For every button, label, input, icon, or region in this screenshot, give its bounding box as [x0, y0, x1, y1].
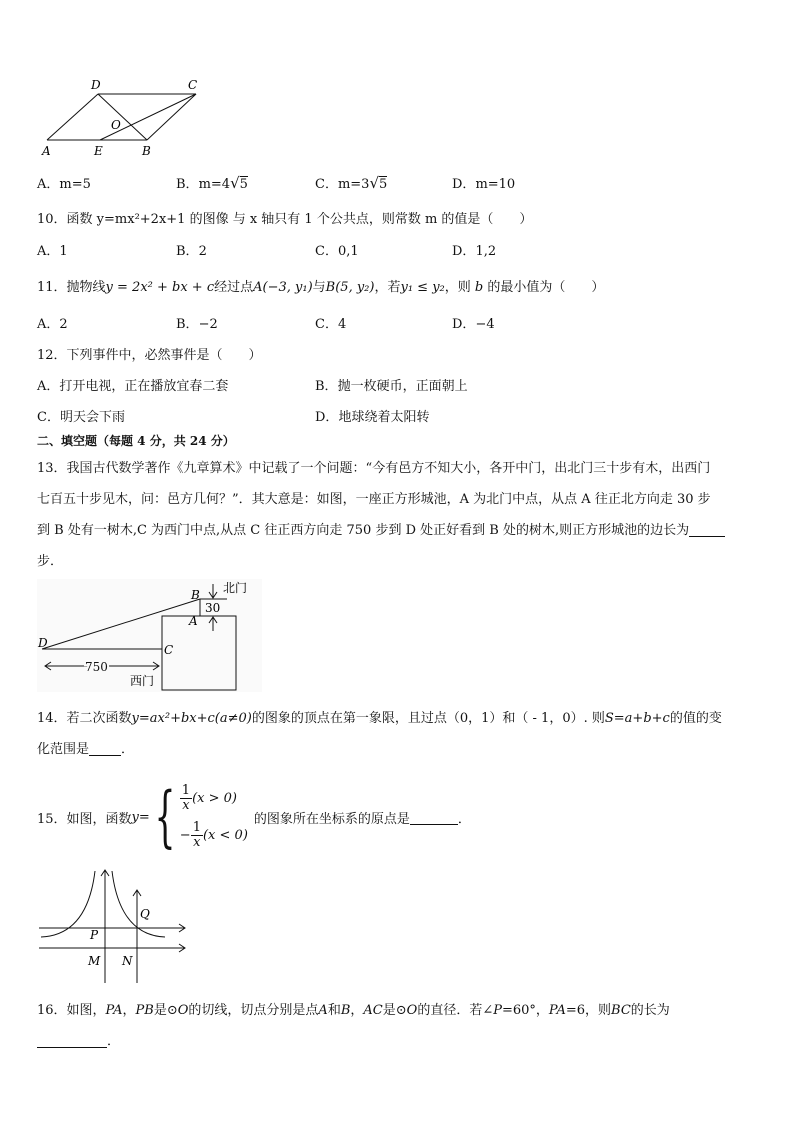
q16-var: O	[406, 1003, 418, 1018]
q11-condition: y₁ ≤ y₂	[400, 280, 445, 295]
q13-line-1: 13．我国古代数学著作《九章算术》中记载了一个问题：“今有邑方不知大小，各开中门，出北门三十步有木，出西门	[37, 461, 711, 476]
fraction	[180, 784, 192, 813]
q16-text: =60°，	[501, 1003, 549, 1018]
q16-var: P	[493, 1003, 502, 1018]
q10-option-b[interactable]	[176, 240, 207, 259]
answer-blank[interactable]	[37, 1033, 107, 1048]
q11-function: y = 2x² + bx + c	[105, 280, 215, 295]
q16-var: A	[318, 1003, 328, 1018]
q11-text: ，则	[444, 280, 471, 295]
label-north-gate: 北门	[223, 581, 248, 595]
q15-stem	[37, 776, 471, 858]
radicand: 5	[239, 177, 248, 192]
q14-text: 的值的变	[669, 711, 722, 726]
sqrt-symbol: √	[369, 174, 380, 192]
q16-line-1	[37, 999, 670, 1018]
q13-line-3	[37, 519, 725, 538]
q16-text: =6，则	[565, 1003, 612, 1018]
option-letter: B．	[176, 177, 199, 192]
option-letter: D．	[315, 410, 339, 425]
label-c: C	[188, 78, 198, 92]
q11-number: 11．抛物线	[37, 280, 106, 295]
label-a: A	[42, 144, 51, 158]
q11-option-b[interactable]	[176, 313, 218, 332]
option-text: 0,1	[337, 244, 359, 259]
piecewise-brace: {	[154, 778, 176, 855]
case-condition: (x > 0)	[192, 791, 237, 806]
option-letter: D．	[452, 244, 476, 259]
sqrt-symbol: √	[230, 174, 240, 192]
q12-option-b[interactable]	[315, 375, 468, 394]
q10-option-d[interactable]	[452, 240, 496, 259]
label-west-gate: 西门	[130, 674, 155, 688]
q16-text: 16．如图，	[37, 1003, 106, 1018]
q10-stem: 10．函数 y=mx²+2x+1 的图像 与 x 轴只有 1 个公共点，则常数 m 的值是（ ）	[37, 212, 533, 227]
option-text: m=5	[59, 177, 91, 192]
label-b: B	[142, 144, 151, 158]
q15-text: ．	[457, 811, 471, 827]
segment-ce	[100, 94, 196, 140]
option-text: 2	[198, 244, 207, 259]
q9-option-a[interactable]	[37, 173, 91, 192]
q16-text: 的切线，切点分别是点	[188, 1003, 319, 1018]
option-text: 明天会下雨	[59, 410, 125, 425]
side-cb	[147, 94, 196, 140]
option-letter: A．	[37, 379, 60, 394]
q11-variable: b	[474, 280, 484, 295]
option-letter: A．	[37, 177, 60, 192]
q12-option-d[interactable]	[315, 406, 429, 425]
label-n: N	[122, 954, 133, 968]
label-d: D	[38, 636, 48, 650]
q9-option-b[interactable]	[176, 173, 248, 192]
q13-line-2: 七百五十步见木，问：邑方几何？”．其大意是：如图，一座正方形城池，A 为北门中点，从点 A 往正北方向走 30 步	[37, 492, 711, 507]
hyperbola-branch-right	[112, 871, 165, 937]
q14-line-1	[37, 707, 722, 726]
option-text: 2	[59, 317, 68, 332]
label-p: P	[90, 928, 99, 942]
label-d: D	[91, 78, 101, 92]
q16-var: PB	[135, 1003, 154, 1018]
option-text: 1,2	[475, 244, 497, 259]
q15-text: 的图象所在坐标系的原点是	[253, 811, 410, 827]
case-condition: (x < 0)	[202, 828, 248, 843]
q16-text: ，	[350, 1003, 364, 1018]
q11-text: 经过点	[214, 280, 254, 295]
option-letter: C．	[315, 177, 338, 192]
option-text: m=4	[198, 177, 231, 192]
denominator: x	[182, 798, 190, 813]
option-letter: C．	[315, 244, 338, 259]
q16-text: 是⊙	[153, 1003, 178, 1018]
section-title: 二、填空题（每题 4 分，共 24 分）	[37, 434, 235, 448]
fraction	[191, 821, 203, 850]
parallelogram-figure	[38, 76, 208, 160]
option-letter: C．	[37, 410, 60, 425]
option-text: 地球绕着太阳转	[338, 410, 430, 425]
option-letter: D．	[452, 317, 476, 332]
option-text: −2	[198, 317, 218, 332]
q12-option-a[interactable]	[37, 375, 228, 394]
q14-text: 化范围是	[37, 742, 90, 757]
label-o: O	[111, 118, 121, 132]
q10-option-c[interactable]	[315, 240, 359, 259]
q16-text: ．	[107, 1034, 121, 1049]
q12-stem: 12．下列事件中，必然事件是（ ）	[37, 348, 262, 363]
q16-var: BC	[611, 1003, 631, 1018]
city-wall-figure	[37, 579, 262, 692]
option-letter: B．	[176, 244, 199, 259]
q11-option-a[interactable]	[37, 313, 68, 332]
numerator: 1	[192, 820, 201, 835]
q16-line-2	[37, 1030, 120, 1049]
label-c: C	[164, 643, 174, 657]
q10-option-a[interactable]	[37, 240, 68, 259]
q13-text: 到 B 处有一树木,C 为西门中点,从点 C 往正西方向走 750 步到 D 处正好看到 B 处的树木,则正方形城池的边长为	[37, 523, 690, 538]
q16-text: ，	[122, 1003, 136, 1018]
q11-text: 的最小值为（ ）	[487, 280, 605, 295]
hyperbola-branch-left	[41, 871, 95, 937]
hyperbola-figure	[37, 868, 189, 986]
q13-line-4: 步．	[37, 554, 64, 569]
q11-text: ，若	[374, 280, 401, 295]
q9-option-c[interactable]	[315, 173, 387, 192]
option-text: 抛一枚硬币，正面朝上	[337, 379, 468, 394]
label-m: M	[88, 954, 101, 968]
q16-var: PA	[548, 1003, 566, 1018]
q16-var: O	[177, 1003, 189, 1018]
numerator: 1	[181, 783, 191, 798]
q15-text: 15．如图，函数	[37, 811, 132, 827]
q12-option-c[interactable]	[37, 406, 125, 425]
q11-stem	[37, 276, 604, 295]
case-negative	[180, 821, 248, 850]
radicand: 5	[379, 177, 388, 192]
label-b: B	[191, 588, 200, 602]
q16-text: 是⊙	[382, 1003, 407, 1018]
q16-var: PA	[105, 1003, 123, 1018]
option-text: −4	[475, 317, 495, 332]
q15-y: y=	[131, 809, 150, 825]
piecewise-cases	[180, 784, 248, 850]
q14-text: 的图象的顶点在第一象限，且过点（0，1）和（ - 1，0）. 则	[251, 711, 605, 726]
q11-point-a: A(−3, y₁)	[253, 280, 313, 295]
q16-var: B	[340, 1003, 351, 1018]
q11-option-c[interactable]	[315, 313, 346, 332]
option-letter: B．	[176, 317, 199, 332]
q16-text: 的长为	[630, 1003, 670, 1018]
label-q: Q	[140, 907, 150, 921]
option-letter: B．	[315, 379, 338, 394]
option-letter: A．	[37, 244, 60, 259]
q16-text: 的直径．若∠	[417, 1003, 494, 1018]
option-text: m=10	[475, 177, 516, 192]
q11-text: 与	[312, 280, 326, 295]
side-ad	[47, 94, 98, 140]
answer-blank[interactable]	[689, 522, 725, 537]
option-letter: A．	[37, 317, 60, 332]
label-a: A	[189, 614, 198, 628]
q16-text: 和	[327, 1003, 341, 1018]
option-text: 打开电视，正在播放宜春二套	[59, 379, 229, 394]
option-letter: D．	[452, 177, 476, 192]
q11-option-d[interactable]	[452, 313, 495, 332]
option-letter: C．	[315, 317, 338, 332]
q14-condition: (a≠0)	[214, 711, 252, 726]
q14-line-2	[37, 738, 134, 757]
diagonal-db	[98, 94, 147, 140]
minus-sign: −	[179, 828, 191, 843]
denominator: x	[193, 835, 201, 850]
label-750: 750	[85, 660, 108, 674]
q14-expression: S=a+b+c	[604, 711, 670, 726]
q16-var: AC	[363, 1003, 383, 1018]
case-positive	[180, 784, 248, 813]
q14-text: ．	[121, 742, 135, 757]
option-text: m=3	[337, 177, 370, 192]
q14-text: 14．若二次函数	[37, 711, 132, 726]
label-e: E	[94, 144, 103, 158]
q14-function: y=ax²+bx+c	[131, 711, 215, 726]
q11-point-b: B(5, y₂)	[325, 280, 375, 295]
option-text: 1	[59, 244, 68, 259]
q9-option-d[interactable]	[452, 173, 515, 192]
option-text: 4	[337, 317, 347, 332]
answer-blank[interactable]	[89, 741, 121, 756]
label-30: 30	[205, 601, 221, 615]
answer-blank[interactable]	[410, 810, 458, 825]
